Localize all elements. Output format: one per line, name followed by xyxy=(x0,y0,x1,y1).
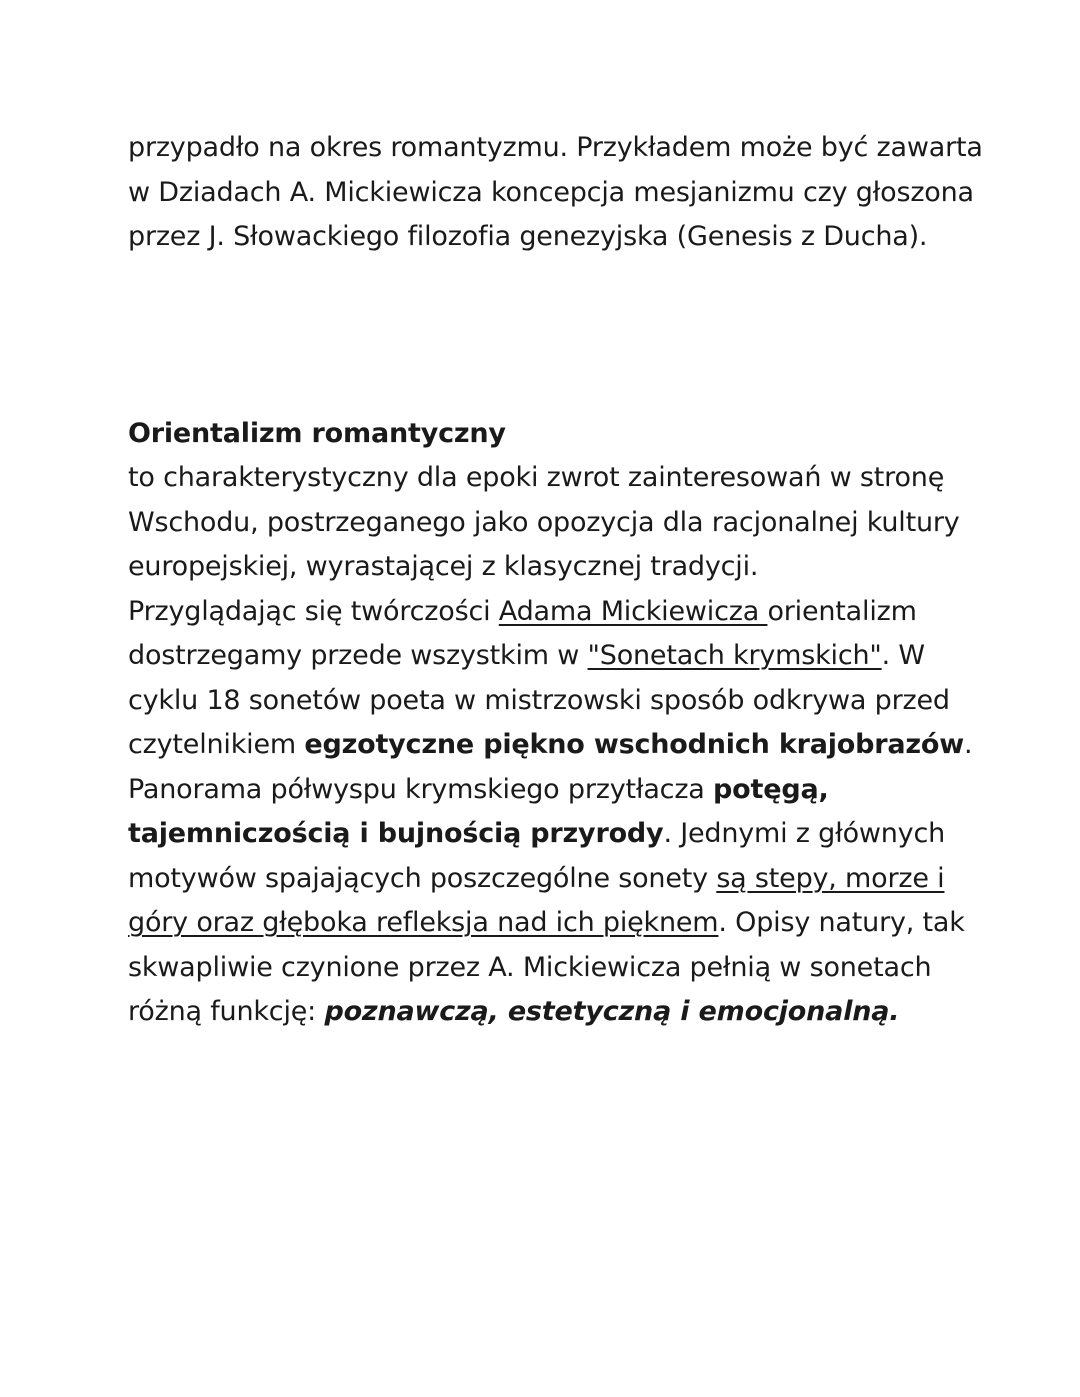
text-line: cyklu 18 sonetów poeta w mistrzowski sposób odkrywa przed xyxy=(128,684,950,716)
text-line: to charakterystyczny dla epoki zwrot zainteresowań w stronę xyxy=(128,462,945,493)
text-line: przez J. Słowackiego filozofia genezyjska (Genesis z Ducha). xyxy=(128,221,928,252)
text-line: Wschodu, postrzeganego jako opozycja dla racjonalnej kultury xyxy=(128,506,960,538)
text-line: przypadło na okres romantyzmu. Przykładem może być zawarta xyxy=(128,132,983,163)
text-line: europejskiej, wyrastającej z klasycznej tradycji. xyxy=(128,551,759,582)
document-page xyxy=(128,126,983,1035)
intro-paragraph xyxy=(128,126,983,260)
paragraph-spacer xyxy=(128,260,968,412)
text-segment: dostrzegamy przede wszystkim w xyxy=(128,640,588,671)
text-line xyxy=(128,590,968,635)
text-segment: różną funkcję: xyxy=(128,996,325,1027)
link-adam-mickiewicz[interactable]: Adama Mickiewicza xyxy=(498,595,768,627)
link-sonety-krymskie[interactable]: "Sonetach krymskich" xyxy=(587,640,882,671)
text-segment: . Opisy natury, tak xyxy=(718,907,965,938)
orientalism-section xyxy=(128,412,973,1035)
text-segment: . Jednymi z głównych xyxy=(663,818,946,849)
text-segment: orientalizm xyxy=(767,595,917,627)
bold-phrase: potęgą, xyxy=(713,773,829,805)
text-line xyxy=(128,990,968,1035)
text-segment: Przyglądając się twórczości xyxy=(128,595,499,627)
text-segment: Panorama półwyspu krymskiego przytłacza xyxy=(128,773,714,805)
text-segment: czytelnikiem xyxy=(128,729,305,760)
text-line xyxy=(128,901,968,946)
text-line: skwapliwie czynione przez A. Mickiewicza pełnią w sonetach xyxy=(128,951,932,983)
bold-italic-phrase: poznawczą, estetyczną i emocjonalną. xyxy=(324,996,900,1027)
text-segment: . W xyxy=(881,640,925,671)
text-line xyxy=(128,768,968,813)
bold-phrase: tajemniczością i bujnością przyrody xyxy=(128,818,664,849)
bold-phrase: egzotyczne piękno wschodnich krajobrazów xyxy=(304,729,965,760)
text-line xyxy=(128,634,968,679)
section-heading: Orientalizm romantyczny xyxy=(128,417,506,449)
underlined-phrase: są stepy, morze i xyxy=(716,862,945,894)
text-line xyxy=(128,812,968,857)
text-line: w Dziadach A. Mickiewicza koncepcja mesjanizmu czy głoszona xyxy=(128,176,974,208)
underlined-phrase: góry oraz głęboka refleksja nad ich pięknem xyxy=(128,907,719,938)
text-segment: . xyxy=(964,729,973,760)
text-line xyxy=(128,857,968,902)
text-line xyxy=(128,723,973,768)
text-segment: motywów spajających poszczególne sonety xyxy=(128,862,717,894)
